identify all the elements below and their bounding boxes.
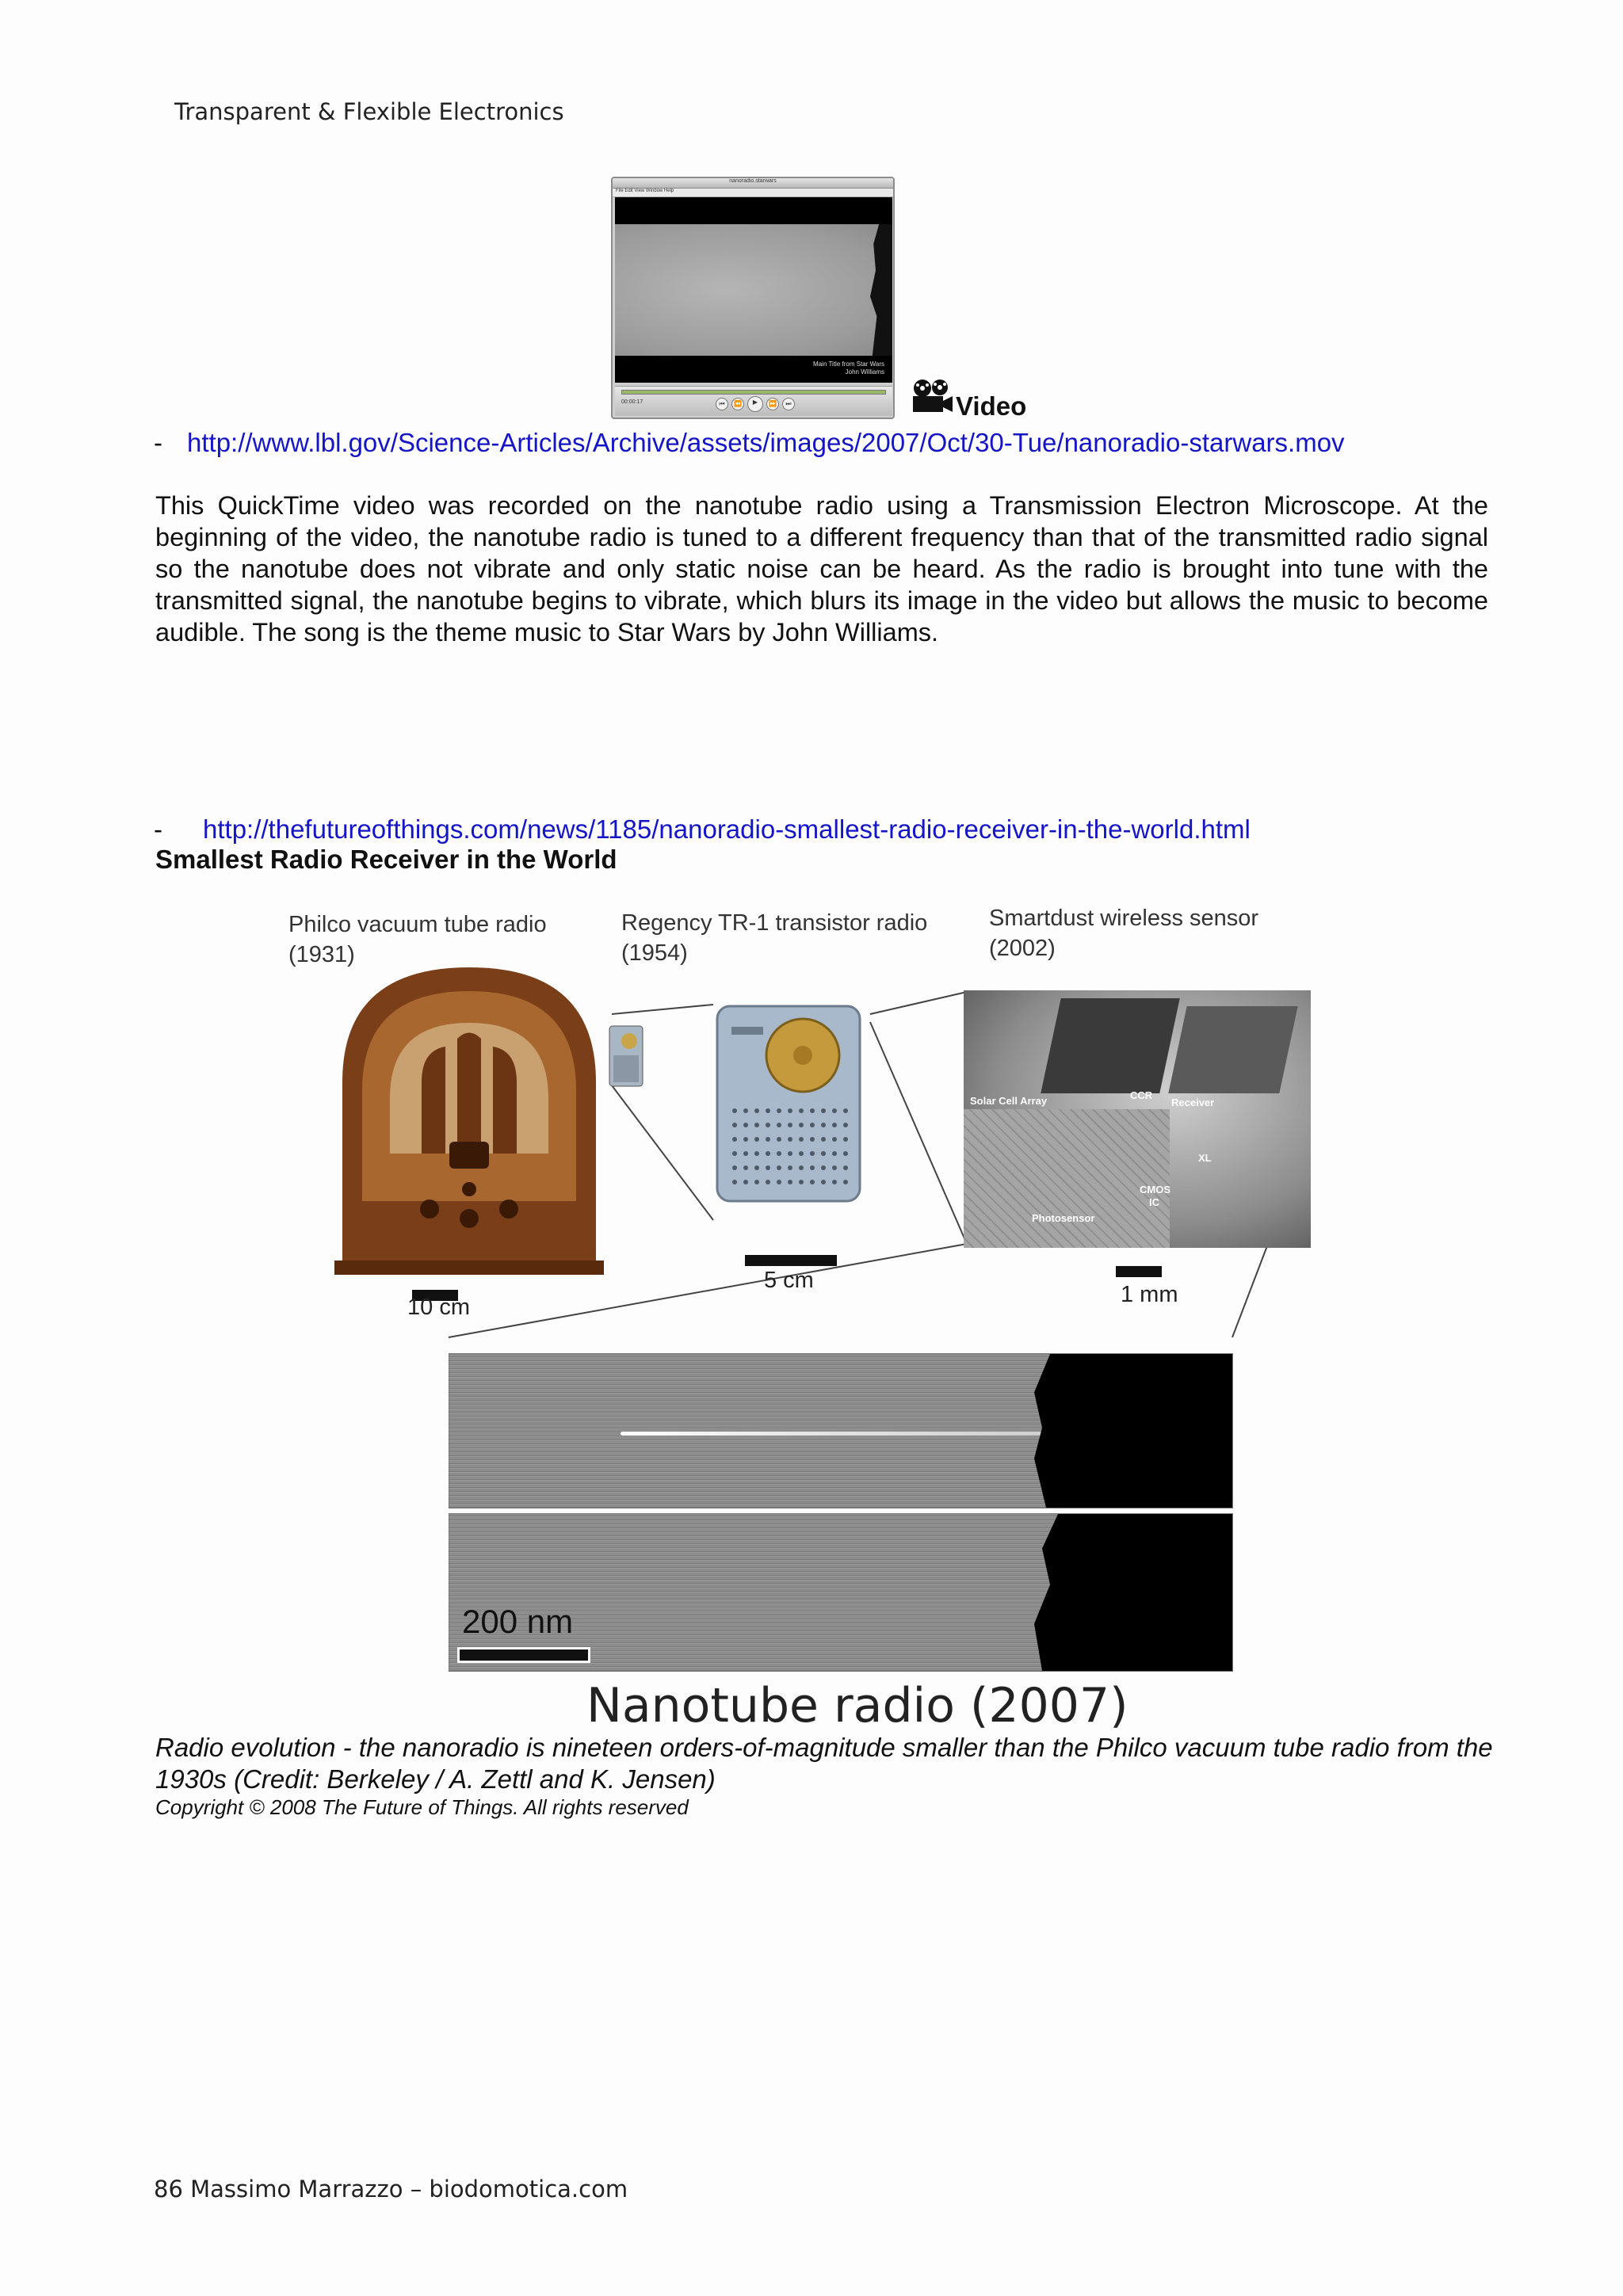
ic-tag: IC bbox=[1149, 1196, 1159, 1208]
player-time: 00:00:17 bbox=[621, 399, 643, 405]
player-menubar: File Edit View Window Help bbox=[613, 189, 893, 197]
nanotube-scalebar bbox=[457, 1647, 590, 1663]
sem-solar-array bbox=[964, 1109, 1170, 1248]
future-of-things-link[interactable]: http://thefutureofthings.com/news/1185/nanoradio-smallest-radio-receiver-in-the-world.html bbox=[203, 814, 1251, 844]
regency-label: Regency TR-1 transistor radio (1954) bbox=[621, 910, 928, 966]
author-site: Massimo Marrazzo – biodomotica.com bbox=[190, 2176, 628, 2203]
sem-block bbox=[1168, 1006, 1297, 1093]
smartdust-label: Smartdust wireless sensor (2002) bbox=[989, 906, 1259, 961]
electrode bbox=[1034, 1354, 1232, 1508]
film-reel-icon bbox=[907, 379, 954, 415]
forward-end-icon[interactable]: ⏭ bbox=[782, 398, 795, 410]
smartdust-scalebar bbox=[1116, 1266, 1162, 1277]
nanotube-scale: 200 nm bbox=[462, 1603, 574, 1640]
regency-scalebar bbox=[745, 1255, 837, 1266]
electrode bbox=[1034, 1514, 1232, 1671]
lbl-video-link[interactable]: http://www.lbl.gov/Science-Articles/Archive/assets/images/2007/Oct/30-Tue/nanoradio-starwars.mov bbox=[187, 428, 1345, 457]
smartdust-sem-image bbox=[964, 990, 1311, 1248]
page-footer bbox=[154, 2176, 628, 2203]
tr1-thumbnail-image bbox=[609, 1025, 643, 1087]
rewind-start-icon[interactable]: ⏮ bbox=[716, 398, 728, 410]
copyright-notice: Copyright © 2008 The Future of Things. All rights reserved bbox=[155, 1795, 689, 1819]
rewind-icon[interactable]: ⏪ bbox=[731, 398, 744, 410]
nanotube-tem-top bbox=[449, 1353, 1233, 1508]
list-dash: - bbox=[154, 428, 162, 457]
regency-scale: 5 cm bbox=[764, 1268, 814, 1293]
ccr-tag: CCR bbox=[1130, 1089, 1153, 1101]
nanotube-fiber bbox=[621, 1432, 1042, 1436]
regency-tr1-image bbox=[716, 1005, 861, 1203]
radio-evolution-figure bbox=[285, 903, 1331, 1733]
receiver-tag: Receiver bbox=[1171, 1097, 1215, 1108]
player-titlebar: nanoradio.starwars bbox=[613, 178, 893, 189]
list-dash: - bbox=[154, 814, 162, 844]
xl-tag: XL bbox=[1198, 1152, 1212, 1164]
solar-cell-tag: Solar Cell Array bbox=[970, 1095, 1048, 1107]
figure-caption: Radio evolution - the nanoradio is nineteen orders-of-magnitude smaller than the Philco vacuum tube radio from the 1930s (Credit: Berkeley / A. Zettl and K. Jensen) bbox=[155, 1733, 1493, 1794]
nanotube-radio-title: Nanotube radio (2007) bbox=[586, 1678, 1128, 1733]
nanotube-tem-bottom bbox=[449, 1513, 1233, 1672]
player-screen bbox=[615, 197, 892, 383]
smartdust-scale: 1 mm bbox=[1121, 1282, 1178, 1307]
video-player-thumbnail[interactable] bbox=[611, 177, 895, 419]
photosensor-tag: Photosensor bbox=[1032, 1212, 1095, 1224]
cmos-tag: CMOS bbox=[1140, 1184, 1170, 1196]
page-number: 86 bbox=[154, 2176, 183, 2203]
fast-forward-icon[interactable]: ⏩ bbox=[766, 398, 779, 410]
tem-video-frame bbox=[615, 224, 892, 356]
sem-block bbox=[1041, 998, 1180, 1093]
section-title: Smallest Radio Receiver in the World bbox=[155, 845, 617, 874]
player-controls bbox=[615, 386, 892, 416]
philco-scale: 10 cm bbox=[407, 1295, 470, 1320]
philco-label: Philco vacuum tube radio (1931) bbox=[288, 912, 547, 967]
player-scrubber[interactable] bbox=[621, 390, 886, 395]
play-icon[interactable]: ▶ bbox=[747, 396, 763, 412]
running-header: Transparent & Flexible Electronics bbox=[174, 98, 564, 125]
player-subtitle: Main Title from Star Wars John Williams bbox=[813, 360, 884, 376]
video-description: This QuickTime video was recorded on the nanotube radio using a Transmission Electron Microscope. At the beginning of the video, the nanotube radio is tuned to a different frequency than that of the transmitted radio signal so the nanotube does not vibrate and only static noise can be heard. As the radio is brought into tune with the transmitted signal, the nanotube begins to vibrate, which blurs its image in the video but allows the music to become audible. The song is the theme music to Star Wars by John Williams. bbox=[155, 491, 1488, 646]
video-label: Video bbox=[956, 391, 1027, 421]
